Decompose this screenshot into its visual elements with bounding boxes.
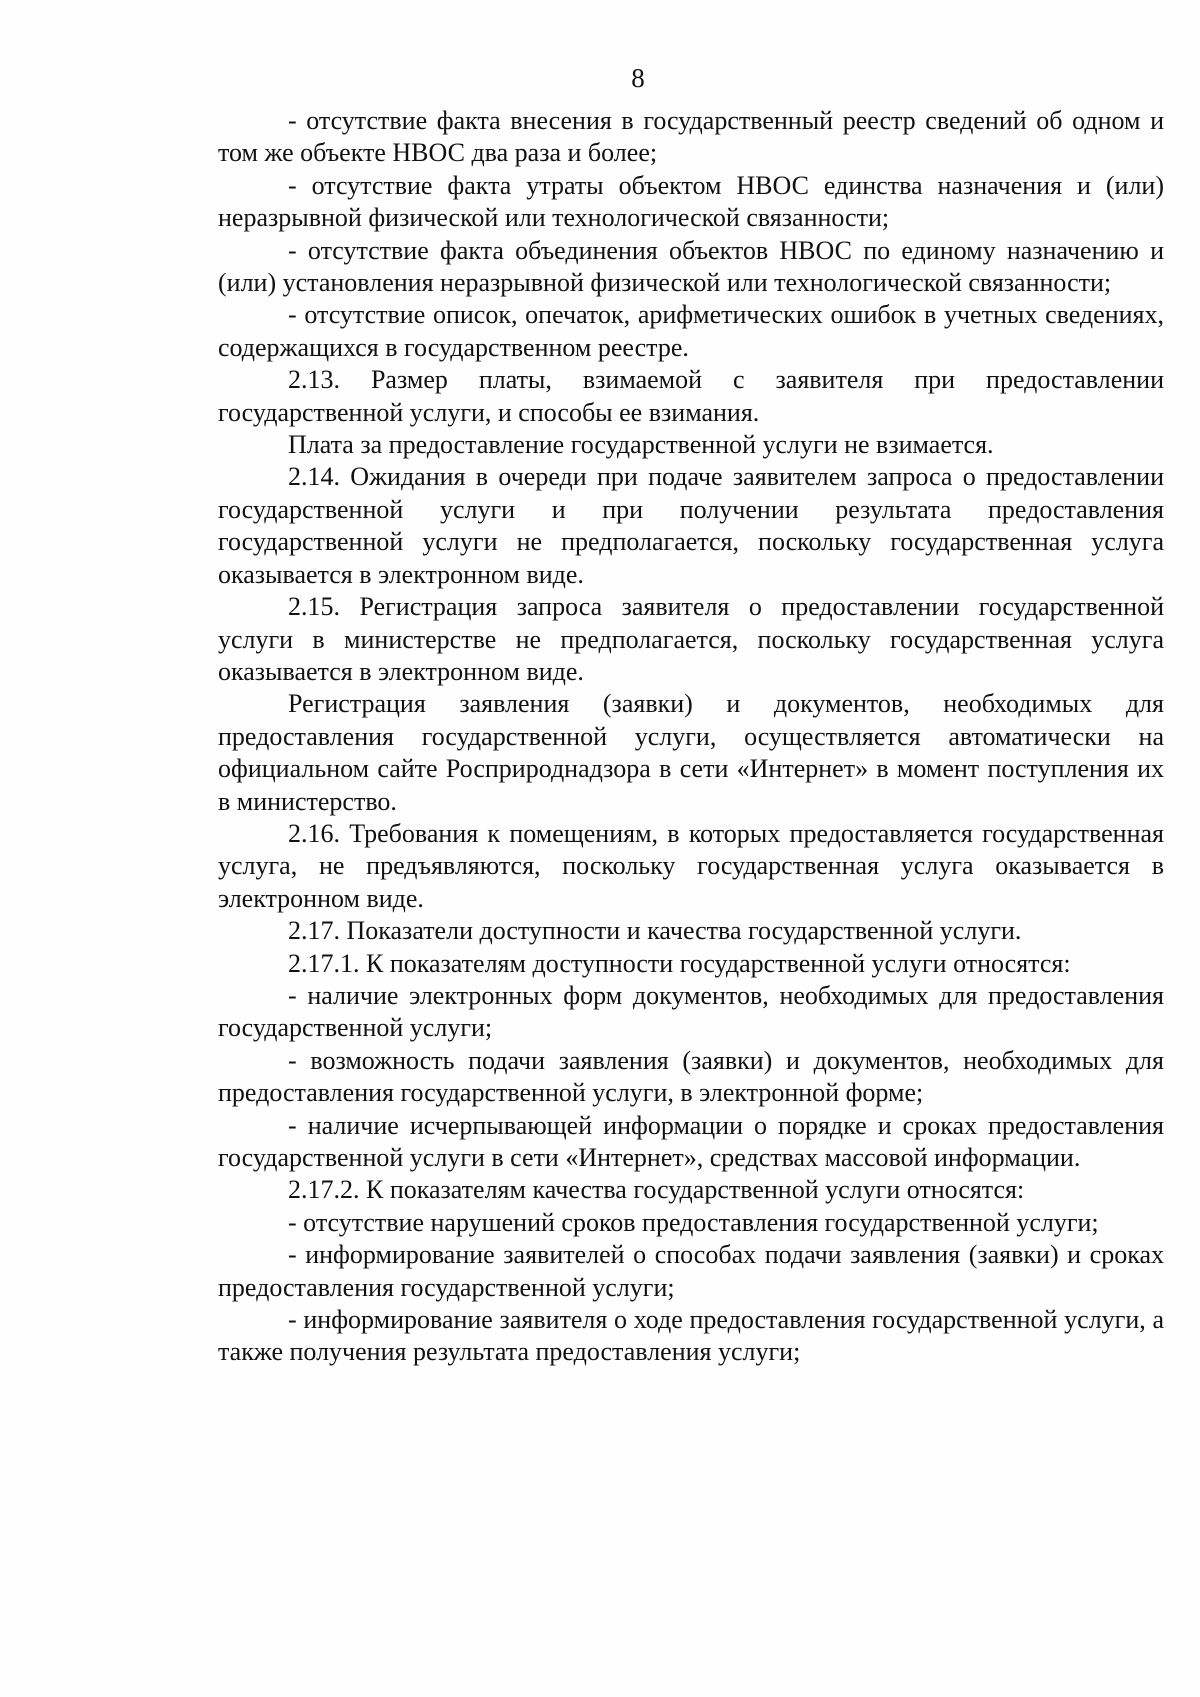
paragraph: 2.17. Показатели доступности и качества государственной услуги. <box>288 916 1022 946</box>
paragraph: Плата за предоставление государственной услуги не взимается. <box>288 430 994 460</box>
paragraph: - отсутствие факта объединения объектов НВОС по единому назначению и (или) установления неразрывной физической или технологической связанности; <box>218 235 1164 298</box>
paragraph: - отсутствие описок, опечаток, арифметических ошибок в учетных сведениях, содержащихся в государственном реестре. <box>218 300 1164 362</box>
paragraph: - отсутствие факта внесения в государственный реестр сведений об одном и том же объекте НВОС два раза и более; <box>218 106 1164 168</box>
page-number: 8 <box>631 63 645 93</box>
paragraph: 2.13. Размер платы, взимаемой с заявителя при предоставлении государственной услуги, и способы ее взимания. <box>218 365 1164 427</box>
paragraph: 2.16. Требования к помещениям, в которых предоставляется государственная услуга, не предъявляются, поскольку государственная услуга оказывается в электронном виде. <box>218 818 1164 913</box>
paragraph: - отсутствие факта утраты объектом НВОС единства назначения и (или) неразрывной физической или технологической связанности; <box>218 170 1164 233</box>
paragraph: - отсутствие нарушений сроков предоставления государственной услуги; <box>288 1207 1099 1237</box>
paragraph: - наличие исчерпывающей информации о порядке и сроках предоставления государственной услуги в сети «Интернет», средствах массовой информации. <box>218 1110 1164 1172</box>
paragraph: - информирование заявителя о ходе предоставления государственной услуги, а также получения результата предоставления услуги; <box>218 1305 1164 1367</box>
paragraph: 2.15. Регистрация запроса заявителя о предоставлении государственной услуги в министерстве не предполагается, поскольку государственная услуга оказывается в электронном виде. <box>218 592 1164 686</box>
paragraph: - наличие электронных форм документов, необходимых для предоставления государственной услуги; <box>218 980 1164 1043</box>
paragraph: Регистрация заявления (заявки) и документов, необходимых для предоставления государственной услуги, осуществляется автоматически на официальном сайте Росприроднадзора в сети «Интернет» в момент поступления их в министерство. <box>218 689 1164 816</box>
paragraph: 2.14. Ожидания в очереди при подаче заявителем запроса о предоставлении государственной услуги и при получении результата предоставления государственной услуги не предполагается, поскольку государственная услуга оказывается в электронном виде. <box>218 462 1164 589</box>
paragraph: 2.17.1. К показателям доступности государственной услуги относятся: <box>288 948 1071 978</box>
paragraph: 2.17.2. К показателям качества государственной услуги относятся: <box>288 1175 1025 1205</box>
paragraph: - возможность подачи заявления (заявки) и документов, необходимых для предоставления государственной услуги, в электронной форме; <box>218 1045 1164 1108</box>
paragraph: - информирование заявителей о способах подачи заявления (заявки) и сроках предоставления государственной услуги; <box>218 1240 1164 1302</box>
document-body <box>218 105 1164 1369</box>
